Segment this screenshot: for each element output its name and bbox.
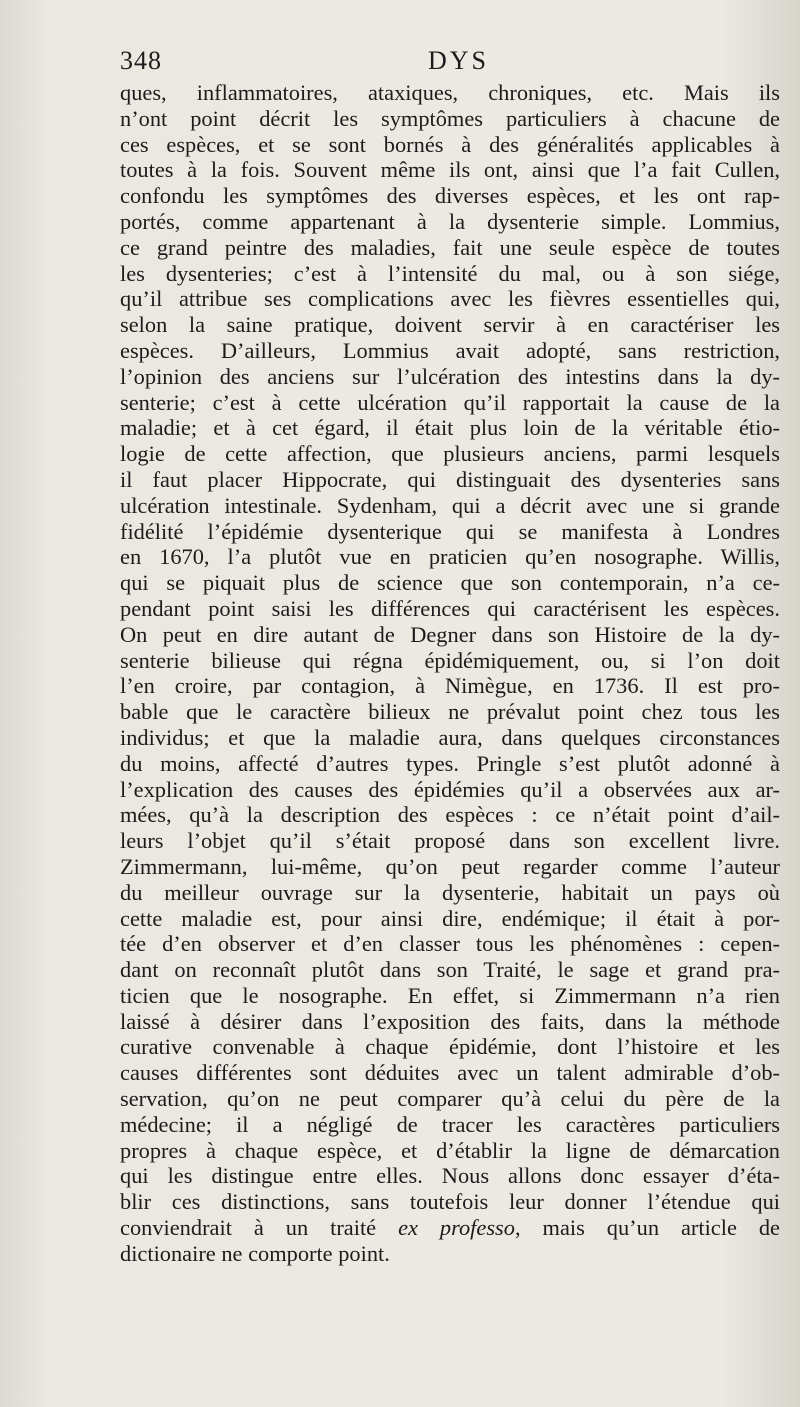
page-header bbox=[120, 46, 780, 80]
text-line: Zimmermann, lui-même, qu’on peut regarder comme l’auteur bbox=[120, 853, 780, 879]
text-line: pendant point saisi les différences qui caractérisent les espèces. bbox=[120, 595, 780, 621]
text-line: dant on reconnaît plutôt dans son Traité, le sage et grand pra- bbox=[120, 957, 780, 983]
text-line: maladie; et à cet égard, il était plus loin de la véritable étio- bbox=[120, 415, 780, 441]
text-line: confondu les symptômes des diverses espèces, et les ont rap- bbox=[120, 183, 780, 209]
text-line: portés, comme appartenant à la dysenterie simple. Lommius, bbox=[120, 208, 780, 234]
text-line: propres à chaque espèce, et d’établir la ligne de démarcation bbox=[120, 1137, 780, 1163]
text-line: cette maladie est, pour ainsi dire, endémique; il était à por- bbox=[120, 905, 780, 931]
text-line: senterie bilieuse qui régna épidémiquement, ou, si l’on doit bbox=[120, 647, 780, 673]
text-line: mées, qu’à la description des espèces : ce n’était point d’ail- bbox=[120, 802, 780, 828]
text-line: espèces. D’ailleurs, Lommius avait adopté, sans restriction, bbox=[120, 337, 780, 363]
text-line: laissé à désirer dans l’exposition des faits, dans la méthode bbox=[120, 1008, 780, 1034]
text-line bbox=[120, 1215, 780, 1241]
text-line: ques, inflammatoires, ataxiques, chroniques, etc. Mais ils bbox=[120, 80, 780, 105]
text-line: médecine; il a négligé de tracer les caractères particuliers bbox=[120, 1111, 780, 1137]
text-line: l’en croire, par contagion, à Nimègue, en 1736. Il est pro- bbox=[120, 673, 780, 699]
body-paragraph bbox=[120, 80, 780, 1267]
text-line: selon la saine pratique, doivent servir à en caractériser les bbox=[120, 312, 780, 338]
text-line: ticien que le nosographe. En effet, si Zimmermann n’a rien bbox=[120, 982, 780, 1008]
text-line: senterie; c’est à cette ulcération qu’il rapportait la cause de la bbox=[120, 389, 780, 415]
text-line: du meilleur ouvrage sur la dysenterie, habitait un pays où bbox=[120, 879, 780, 905]
text-line: servation, qu’on ne peut comparer qu’à celui du père de la bbox=[120, 1086, 780, 1112]
text-line: ce grand peintre des maladies, fait une seule espèce de toutes bbox=[120, 234, 780, 260]
text-line: blir ces distinctions, sans toutefois leur donner l’étendue qui bbox=[120, 1189, 780, 1215]
text-line: ulcération intestinale. Sydenham, qui a décrit avec une si grande bbox=[120, 492, 780, 518]
italic-phrase: ex professo bbox=[398, 1215, 515, 1241]
text-line: causes différentes sont déduites avec un talent admirable d’ob- bbox=[120, 1060, 780, 1086]
text-line: leurs l’objet qu’il s’était proposé dans son excellent livre. bbox=[120, 828, 780, 854]
text-line: qu’il attribue ses complications avec les fièvres essentielles qui, bbox=[120, 286, 780, 312]
running-head: DYS bbox=[428, 46, 490, 75]
text-segment: , mais qu’un article de bbox=[514, 1215, 780, 1241]
page-number: 348 bbox=[120, 46, 162, 75]
text-line: ces espèces, et se sont bornés à des généralités applicables à bbox=[120, 131, 780, 157]
text-line: l’opinion des anciens sur l’ulcération des intestins dans la dy- bbox=[120, 363, 780, 389]
text-line: logie de cette affection, que plusieurs anciens, parmi lesquels bbox=[120, 441, 780, 467]
text-line: il faut placer Hippocrate, qui distinguait des dysenteries sans bbox=[120, 466, 780, 492]
text-line: en 1670, l’a plutôt vue en praticien qu’en nosographe. Willis, bbox=[120, 544, 780, 570]
text-segment: conviendrait à un traité bbox=[120, 1215, 399, 1241]
text-line: n’ont point décrit les symptômes particuliers à chacune de bbox=[120, 105, 780, 131]
text-line: l’explication des causes des épidémies qu’il a observées aux ar- bbox=[120, 776, 780, 802]
text-line: bable que le caractère bilieux ne prévalut point chez tous les bbox=[120, 699, 780, 725]
text-line: du moins, affecté d’autres types. Pringle s’est plutôt adonné à bbox=[120, 750, 780, 776]
text-line-final: dictionaire ne comporte point. bbox=[120, 1240, 390, 1266]
text-line: tée d’en observer et d’en classer tous les phénomènes : cepen- bbox=[120, 931, 780, 957]
text-line: qui les distingue entre elles. Nous allons donc essayer d’éta- bbox=[120, 1163, 780, 1189]
text-line: qui se piquait plus de science que son contemporain, n’a ce- bbox=[120, 570, 780, 596]
text-line: fidélité l’épidémie dysenterique qui se manifesta à Londres bbox=[120, 518, 780, 544]
text-line: individus; et que la maladie aura, dans quelques circonstances bbox=[120, 724, 780, 750]
text-line: curative convenable à chaque épidémie, dont l’histoire et les bbox=[120, 1034, 780, 1060]
text-line: les dysenteries; c’est à l’intensité du mal, ou à son siége, bbox=[120, 260, 780, 286]
text-line: toutes à la fois. Souvent même ils ont, ainsi que l’a fait Cullen, bbox=[120, 157, 780, 183]
text-line: On peut en dire autant de Degner dans son Histoire de la dy- bbox=[120, 621, 780, 647]
